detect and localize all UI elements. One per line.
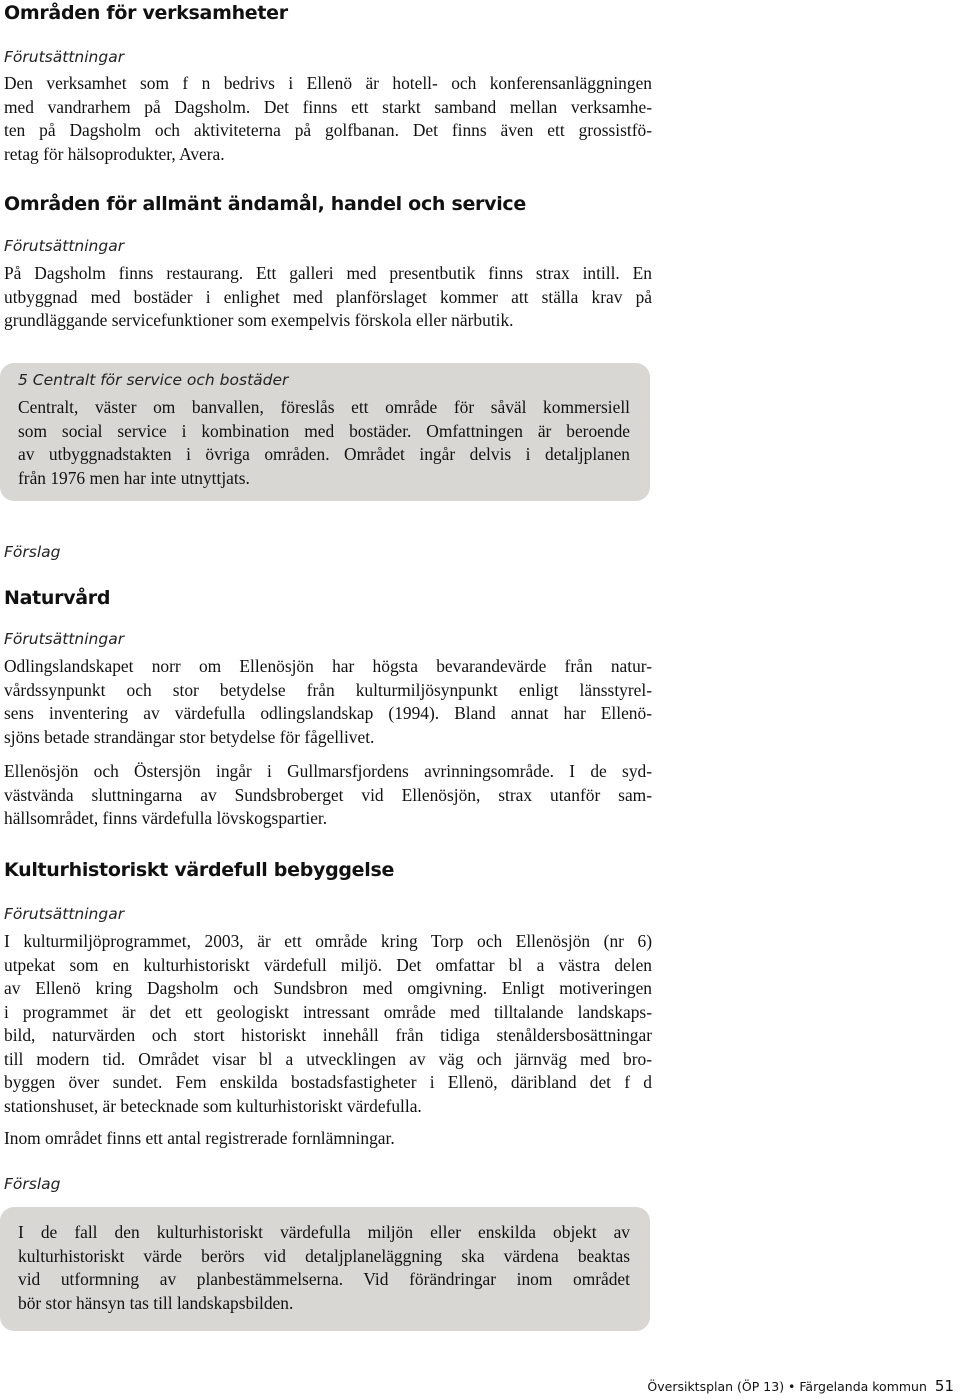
text-line: vid utformning av planbestämmelserna. Vid förändringar inom området xyxy=(18,1269,630,1289)
text-line: ten på Dagsholm och aktiviteterna på golfbanan. Det finns även ett grossistfö- xyxy=(4,120,652,140)
section-title-naturvard: Naturvård xyxy=(4,587,111,609)
text-line: Odlingslandskapet norr om Ellenösjön har högsta bevarandevärde från natur- xyxy=(4,656,652,676)
page-footer xyxy=(647,1377,954,1395)
text-line: Inom området finns ett antal registrerade fornlämningar. xyxy=(4,1128,395,1148)
text-line: bör stor hänsyn tas till landskapsbilden. xyxy=(18,1292,294,1313)
text-line: västvända sluttningarna av Sundsbroberget vid Ellenösjön, strax utanför sam- xyxy=(4,784,652,805)
text-line: vårdssynpunkt och stor betydelse från kulturmiljösynpunkt enligt länsstyrel- xyxy=(4,679,652,700)
text-line: Ellenösjön och Östersjön ingår i Gullmarsfjordens avrinningsområde. I de syd- xyxy=(4,761,652,781)
paragraph xyxy=(4,655,652,749)
paragraph xyxy=(4,262,652,333)
text-line: stationshuset, är betecknade som kulturhistoriskt värdefulla. xyxy=(4,1095,422,1116)
text-line: med vandrarhem på Dagsholm. Det finns ett starkt samband mellan verksamhe- xyxy=(4,96,652,117)
text-line: grundläggande servicefunktioner som exempelvis förskola eller närbutik. xyxy=(4,310,514,330)
text-line: utbyggnad med bostäder i enlighet med planförslaget kommer att ställa krav på xyxy=(4,286,652,307)
box-paragraph xyxy=(18,396,630,490)
box-subtitle: 5 Centralt för service och bostäder xyxy=(18,371,289,389)
text-line: Centralt, väster om banvallen, föreslås ett område för såväl kommersiell xyxy=(18,397,630,417)
forslag-label: Förslag xyxy=(4,543,61,561)
section-subtitle: Förutsättningar xyxy=(4,905,125,923)
text-line: av utbyggnadstakten i övriga områden. Området ingår delvis i detaljplanen xyxy=(18,444,630,464)
text-line: utpekat som en kulturhistoriskt värdefull miljö. Det omfattar bl a västra delen xyxy=(4,954,652,975)
paragraph xyxy=(4,72,652,166)
text-line: I kulturmiljöprogrammet, 2003, är ett område kring Torp och Ellenösjön (nr 6) xyxy=(4,931,652,951)
text-line: från 1976 men har inte utnyttjats. xyxy=(18,467,250,488)
text-line: Den verksamhet som f n bedrivs i Ellenö är hotell- och konferensanläggningen xyxy=(4,73,652,93)
proposal-box-kulturhistoriskt xyxy=(0,1207,650,1331)
section-title-verksamheter: Områden för verksamheter xyxy=(4,2,288,24)
text-line: hällsområdet, finns värdefulla lövskogspartier. xyxy=(4,808,328,828)
text-line: sjöns betade strandängar stor betydelse för fågellivet. xyxy=(4,726,375,747)
section-subtitle: Förutsättningar xyxy=(4,630,125,648)
text-line: På Dagsholm finns restaurang. Ett galleri med presentbutik finns strax intill. En xyxy=(4,263,652,283)
page-number: 51 xyxy=(934,1377,954,1395)
text-line: som social service i kombination med bostäder. Omfattningen är beroende xyxy=(18,420,630,441)
proposal-box-centralt xyxy=(0,363,650,501)
text-line: sens inventering av värdefulla odlingslandskap (1994). Bland annat har Ellenö- xyxy=(4,703,652,723)
text-line: bild, naturvärden och stort historiskt innehåll från tidiga stenåldersbosättningar xyxy=(4,1025,652,1045)
forslag-label: Förslag xyxy=(4,1175,61,1193)
paragraph xyxy=(4,930,652,1118)
text-line: i programmet är det ett geologiskt intressant område med tilltalande landskaps- xyxy=(4,1001,652,1022)
section-title-allmant-andamal: Områden för allmänt ändamål, handel och service xyxy=(4,193,526,215)
text-line: retag för hälsoprodukter, Avera. xyxy=(4,143,225,164)
section-subtitle: Förutsättningar xyxy=(4,237,125,255)
section-subtitle: Förutsättningar xyxy=(4,48,125,66)
box-paragraph xyxy=(18,1221,630,1315)
section-title-kulturhistoriskt: Kulturhistoriskt värdefull bebyggelse xyxy=(4,859,395,881)
text-line: till modern tid. Området visar bl a utvecklingen av väg och järnväg med bro- xyxy=(4,1048,652,1069)
text-line: byggen över sundet. Fem enskilda bostadsfastigheter i Ellenö, däribland det f d xyxy=(4,1072,652,1092)
paragraph xyxy=(4,1127,652,1151)
text-line: I de fall den kulturhistoriskt värdefulla miljön eller enskilda objekt av xyxy=(18,1222,630,1242)
footer-text: Översiktsplan (ÖP 13) • Färgelanda kommun xyxy=(647,1379,927,1394)
paragraph xyxy=(4,760,652,831)
text-line: kulturhistoriskt värde berörs vid detaljplaneläggning ska värdena beaktas xyxy=(18,1245,630,1266)
text-line: av Ellenö kring Dagsholm och Sundsbron med omgivning. Enligt motiveringen xyxy=(4,978,652,998)
